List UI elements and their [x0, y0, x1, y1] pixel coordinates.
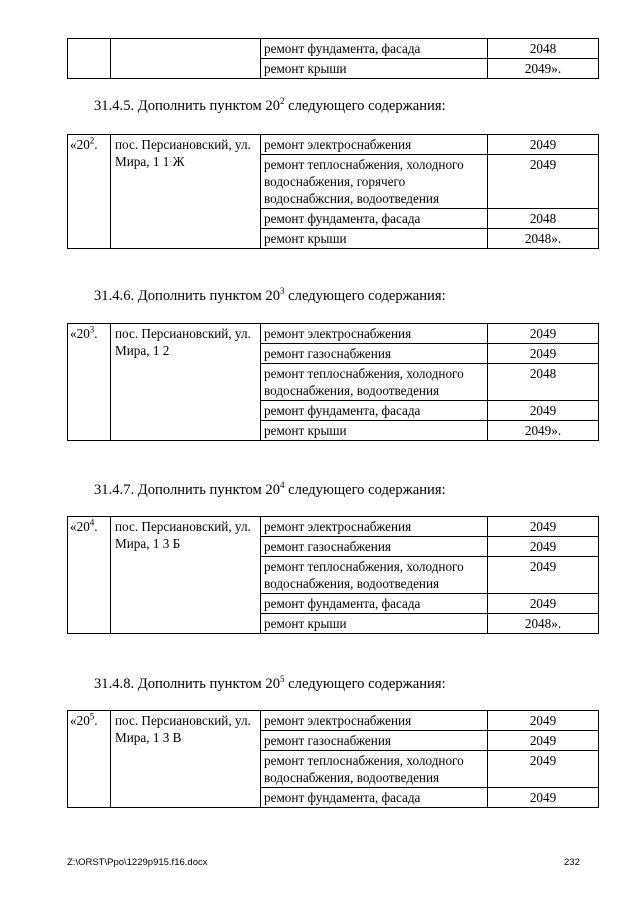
paragraph-31-4-5	[94, 98, 446, 115]
cell-year: 2049	[488, 751, 599, 788]
cell-year: 2049	[488, 517, 599, 537]
cell-work: ремонт теплоснабжения, холодного водоснабжения, водоотведения	[261, 557, 488, 594]
cell-year: 2048».	[488, 614, 599, 634]
paragraph-31-4-8	[94, 676, 446, 693]
paragraph-superscript: 3	[280, 286, 285, 297]
table-row	[68, 324, 599, 344]
cell-year: 2049».	[488, 421, 599, 441]
cell-work: ремонт электроснабжения	[261, 711, 488, 731]
table-item-20-4	[67, 516, 599, 634]
cell-address: пос. Персиановский, ул. Мира, 1 3 В	[111, 711, 261, 808]
cell-work: ремонт фундамента, фасада	[261, 788, 488, 808]
cell-year: 2048	[488, 39, 599, 59]
cell-work: ремонт фундамента, фасада	[261, 594, 488, 614]
cell-work: ремонт теплоснабжения, холодного водоснабжения, горячего водоснабжсния, водоотведения	[261, 155, 488, 209]
footer-page-number: 232	[564, 857, 580, 868]
paragraph-31-4-7	[94, 482, 446, 499]
paragraph-text: 31.4.8. Дополнить пунктом 20	[94, 676, 281, 692]
cell-year: 2049	[488, 135, 599, 155]
cell-number: «$20^5$.	[68, 711, 111, 808]
cell-work: ремонт фундамента, фасада	[261, 401, 488, 421]
cell-year: 2048	[488, 364, 599, 401]
cell-year: 2049	[488, 324, 599, 344]
table-fragment-top	[67, 38, 599, 79]
cell-year: 2049	[488, 594, 599, 614]
table-item-20-5	[67, 710, 599, 808]
cell-work: ремонт крыши	[261, 614, 488, 634]
paragraph-superscript: 4	[280, 480, 285, 491]
cell-work: ремонт теплоснабжения, холодного водоснабжения, водоотведения	[261, 364, 488, 401]
cell-year: 2049».	[488, 59, 599, 79]
cell-work: ремонт электроснабжения	[261, 324, 488, 344]
cell-work: ремонт крыши	[261, 421, 488, 441]
table-row	[68, 135, 599, 155]
table-row	[68, 517, 599, 537]
cell-work: ремонт электроснабжения	[261, 135, 488, 155]
paragraph-text: следующего содержания:	[284, 482, 446, 498]
cell-work: ремонт крыши	[261, 59, 488, 79]
footer-file-path: Z:\ORST\Ppo\1229p915.f16.docx	[67, 857, 208, 868]
paragraph-text: следующего содержания:	[284, 676, 446, 692]
cell-number	[68, 39, 111, 79]
cell-number: «$20^2$.	[68, 135, 111, 249]
paragraph-text: 31.4.5. Дополнить пунктом 20	[94, 98, 281, 114]
table-row	[68, 711, 599, 731]
cell-year: 2049	[488, 731, 599, 751]
cell-year: 2049	[488, 711, 599, 731]
cell-year: 2049	[488, 344, 599, 364]
cell-work: ремонт фундамента, фасада	[261, 39, 488, 59]
table-item-20-3	[67, 323, 599, 441]
cell-work: ремонт крыши	[261, 229, 488, 249]
cell-address: пос. Персиановский, ул. Мира, 1 3 Б	[111, 517, 261, 634]
cell-year: 2049	[488, 557, 599, 594]
paragraph-31-4-6	[94, 288, 446, 305]
paragraph-text: следующего содержания:	[284, 288, 446, 304]
cell-work: ремонт фундамента, фасада	[261, 209, 488, 229]
cell-address: пос. Персиановский, ул. Мира, 1 2	[111, 324, 261, 441]
paragraph-superscript: 2	[280, 96, 285, 107]
cell-address	[111, 39, 261, 79]
cell-work: ремонт теплоснабжения, холодного водоснабжения, водоотведения	[261, 751, 488, 788]
cell-year: 2049	[488, 401, 599, 421]
cell-year: 2049	[488, 155, 599, 209]
table-item-20-2	[67, 134, 599, 249]
cell-work: ремонт газоснабжения	[261, 344, 488, 364]
cell-number: «$20^3$.	[68, 324, 111, 441]
cell-work: ремонт газоснабжения	[261, 731, 488, 751]
cell-year: 2048».	[488, 229, 599, 249]
paragraph-text: 31.4.6. Дополнить пунктом 20	[94, 288, 281, 304]
cell-work: ремонт газоснабжения	[261, 537, 488, 557]
cell-number: «$20^4$.	[68, 517, 111, 634]
cell-work: ремонт электроснабжения	[261, 517, 488, 537]
cell-address: пос. Персиановский, ул. Мира, 1 1 Ж	[111, 135, 261, 249]
cell-year: 2048	[488, 209, 599, 229]
paragraph-text: следующего содержания:	[284, 98, 446, 114]
paragraph-superscript: 5	[280, 674, 285, 685]
cell-year: 2049	[488, 537, 599, 557]
paragraph-text: 31.4.7. Дополнить пунктом 20	[94, 482, 281, 498]
cell-year: 2049	[488, 788, 599, 808]
table-row	[68, 39, 599, 59]
